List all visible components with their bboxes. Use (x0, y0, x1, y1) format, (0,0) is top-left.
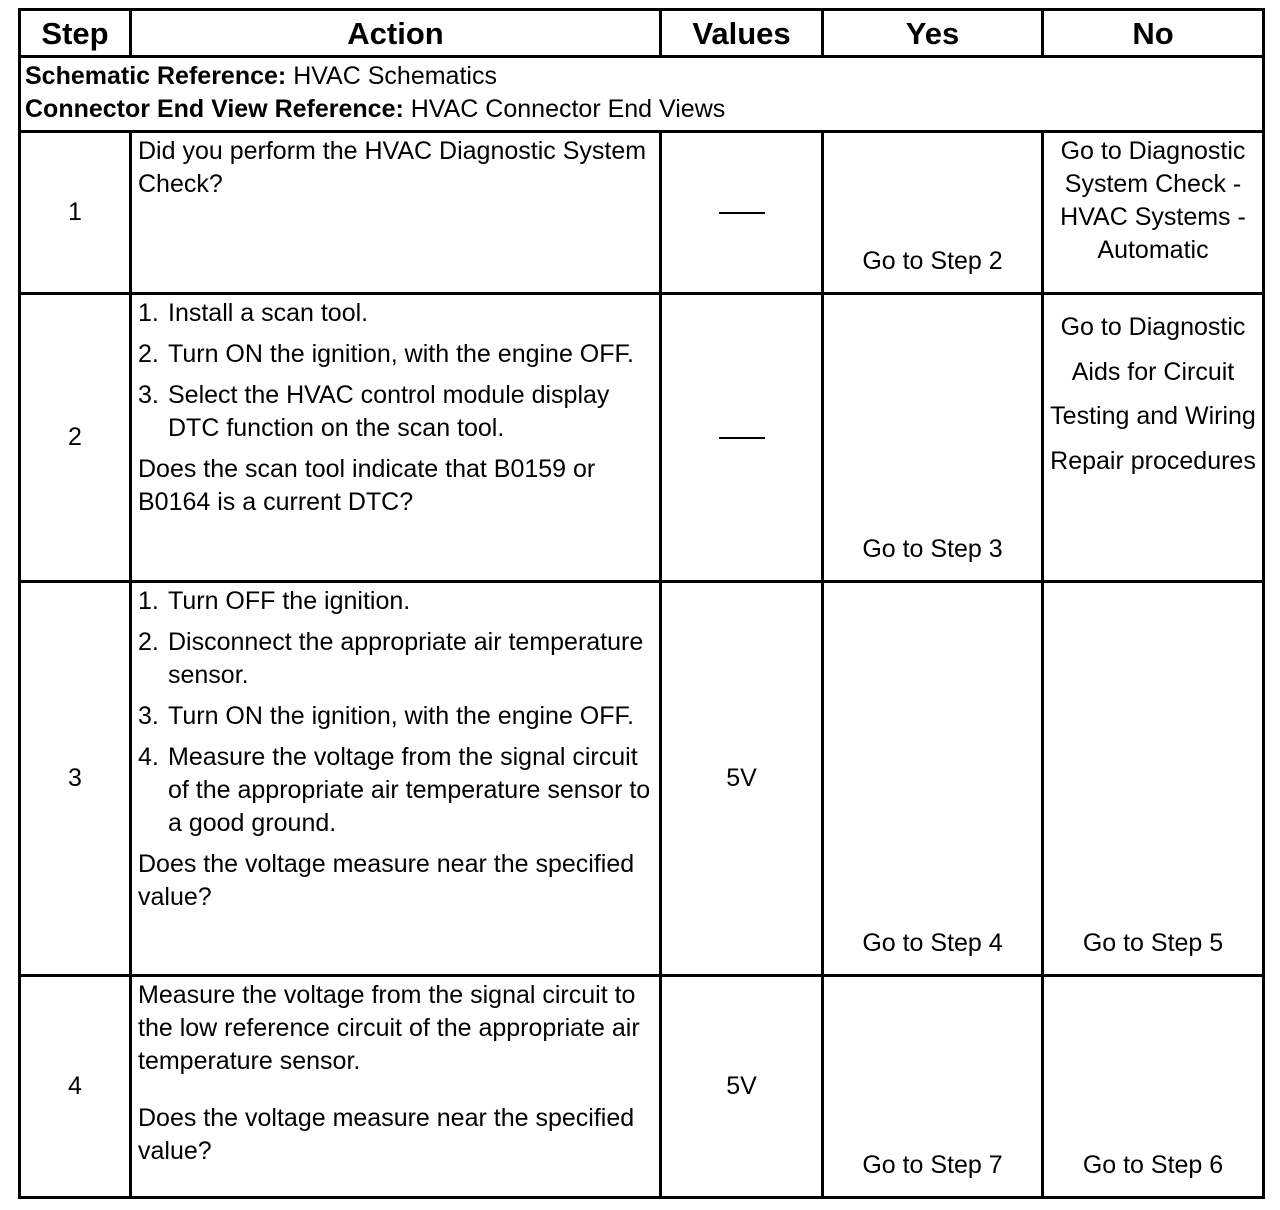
action-cell (131, 976, 661, 1198)
no-cell (1043, 294, 1264, 582)
yes-text: Go to Step 3 (862, 535, 1003, 563)
empty-value-dash (719, 212, 765, 214)
action-step-item (138, 741, 655, 840)
header-yes: Yes (823, 10, 1043, 57)
yes-cell (823, 582, 1043, 976)
action-cell (131, 132, 661, 294)
yes-text: Go to Step 2 (862, 247, 1003, 275)
step-number: 2 (20, 294, 131, 582)
action-step-text: Turn ON the ignition, with the engine OFF. (168, 340, 634, 368)
action-step-number: 2. (138, 628, 159, 656)
action-steps-list (138, 297, 655, 445)
empty-value-dash (719, 437, 765, 439)
table-row (20, 976, 1264, 1198)
schematic-reference-label: Schematic Reference: (25, 62, 287, 90)
header-row (20, 10, 1264, 57)
action-cell (131, 294, 661, 582)
action-step-number: 3. (138, 702, 159, 730)
value-cell (661, 132, 823, 294)
connector-reference (25, 93, 1258, 126)
reference-row (20, 57, 1264, 132)
action-step-number: 2. (138, 340, 159, 368)
value-cell: 5V (661, 582, 823, 976)
no-cell (1043, 976, 1264, 1198)
action-step-text: Install a scan tool. (168, 299, 369, 327)
header-values: Values (661, 10, 823, 57)
action-step-number: 4. (138, 743, 159, 771)
no-cell (1043, 132, 1264, 294)
yes-text: Go to Step 7 (862, 1151, 1003, 1179)
action-step-text: Measure the voltage from the signal circuit of the appropriate air temperature sensor to a good ground. (168, 743, 651, 837)
no-text: Go to Step 6 (1082, 1151, 1224, 1179)
schematic-reference-value: HVAC Schematics (293, 62, 497, 90)
action-step-item (138, 585, 655, 618)
no-text: Go to Step 5 (1082, 929, 1224, 957)
action-text: Did you perform the HVAC Diagnostic System Check? (138, 137, 647, 198)
action-step-item (138, 297, 655, 330)
table-row (20, 294, 1264, 582)
connector-reference-value: HVAC Connector End Views (410, 95, 726, 123)
reference-cell (20, 57, 1264, 132)
action-text: Measure the voltage from the signal circuit to the low reference circuit of the appropriate air temperature sensor. (138, 981, 640, 1075)
header-no: No (1043, 10, 1264, 57)
action-question: Does the voltage measure near the specified value? (138, 1104, 635, 1165)
action-step-text: Turn OFF the ignition. (168, 587, 411, 615)
action-step-number: 1. (138, 299, 159, 327)
table-row (20, 132, 1264, 294)
action-step-number: 3. (138, 381, 159, 409)
header-action: Action (131, 10, 661, 57)
step-number: 4 (20, 976, 131, 1198)
step-number: 3 (20, 582, 131, 976)
action-question: Does the voltage measure near the specified value? (138, 850, 635, 911)
action-steps-list (138, 585, 655, 840)
action-step-item (138, 700, 655, 733)
action-cell (131, 582, 661, 976)
table-row (20, 582, 1264, 976)
diagnostic-table (18, 8, 1265, 1199)
yes-cell (823, 976, 1043, 1198)
value-cell (661, 294, 823, 582)
schematic-reference (25, 60, 1258, 93)
action-question: Does the scan tool indicate that B0159 or B0164 is a current DTC? (138, 455, 596, 516)
action-step-text: Select the HVAC control module display DTC function on the scan tool. (168, 381, 610, 442)
action-step-item (138, 338, 655, 371)
no-text: Go to Diagnostic System Check - HVAC Systems - Automatic (1060, 137, 1246, 264)
action-step-item (138, 379, 655, 445)
connector-reference-label: Connector End View Reference: (25, 95, 404, 123)
action-step-number: 1. (138, 587, 159, 615)
yes-text: Go to Step 4 (862, 929, 1003, 957)
action-step-item (138, 626, 655, 692)
no-text: Go to Diagnostic Aids for Circuit Testing and Wiring Repair procedures (1050, 313, 1256, 475)
yes-cell (823, 132, 1043, 294)
value-cell: 5V (661, 976, 823, 1198)
yes-cell (823, 294, 1043, 582)
step-number: 1 (20, 132, 131, 294)
header-step: Step (20, 10, 131, 57)
action-step-text: Turn ON the ignition, with the engine OFF. (168, 702, 634, 730)
action-step-text: Disconnect the appropriate air temperature sensor. (168, 628, 644, 689)
no-cell (1043, 582, 1264, 976)
